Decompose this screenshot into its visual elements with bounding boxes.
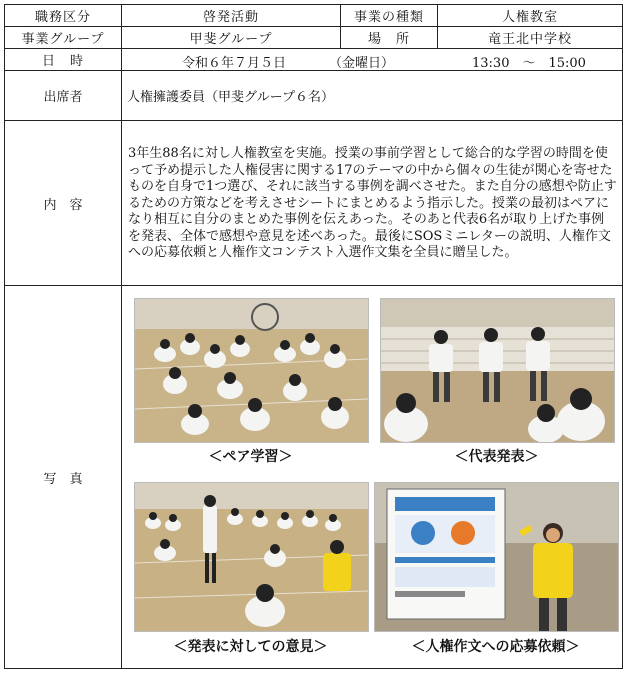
pair-study-image	[135, 299, 368, 442]
header-row-3	[5, 49, 623, 71]
label-place: 場 所	[341, 27, 438, 49]
weekday-text: （金曜日）	[329, 56, 395, 71]
photo-row	[5, 286, 623, 669]
photo-representative-presentation	[380, 298, 615, 443]
date-text: 令和６年７月５日	[182, 56, 287, 71]
time-text: 13:30 ～ 15:00	[472, 56, 586, 71]
caption-pair-study: ＜ペア学習＞	[208, 449, 293, 465]
value-category: 啓発活動	[122, 5, 341, 27]
photo-essay-request	[374, 482, 619, 632]
datetime-cell	[122, 49, 623, 71]
attendees-row	[5, 71, 623, 121]
header-row-1	[5, 5, 623, 27]
essay-request-image	[375, 483, 618, 631]
photo-pair-study	[134, 298, 369, 443]
value-group: 甲斐グループ	[122, 27, 341, 49]
photo-cell	[122, 286, 623, 669]
caption-essay-request: ＜人権作文への応募依頼＞	[411, 639, 580, 655]
caption-representative-presentation: ＜代表発表＞	[454, 449, 539, 465]
label-datetime: 日 時	[5, 49, 122, 71]
content-label: 内 容	[5, 121, 122, 286]
photo-opinions	[134, 482, 369, 632]
attendees-value: 人権擁護委員（甲斐グループ６名）	[122, 71, 623, 121]
label-category: 職務区分	[5, 5, 122, 27]
value-type: 人権教室	[438, 5, 623, 27]
caption-opinions: ＜発表に対しての意見＞	[173, 639, 328, 655]
photo-grid	[122, 286, 622, 668]
report-sheet	[4, 4, 622, 669]
header-row-2	[5, 27, 623, 49]
content-text: 3年生88名に対し人権教室を実施。授業の事前学習として総合的な学習の時間を使って予め提示した人権侵害に関する17のテーマの中から個々の生徒が関心を寄せたものを自身で1つ選び、それに該当する事例を調べさせた。また自分の感想や防止するための方策などを考えさせシートにまとめるよう指示した。授業の最初はペアになり相互に自分のまとめた事例を伝えあった。そのあと代表6名が取り上げた事例を発表、全体で感想や意見を述べあった。最後にSOSミニレターの説明、人権作文への応募依頼と人権作文コンテスト入選作文集を全員に贈呈した。	[122, 121, 623, 286]
representative-presentation-image	[381, 299, 614, 442]
attendees-label: 出席者	[5, 71, 122, 121]
label-type: 事業の種類	[341, 5, 438, 27]
label-group: 事業グループ	[5, 27, 122, 49]
opinions-image	[135, 483, 368, 631]
photo-label: 写 真	[5, 286, 122, 669]
content-row	[5, 121, 623, 286]
report-table	[4, 4, 623, 669]
value-place: 竜王北中学校	[438, 27, 623, 49]
